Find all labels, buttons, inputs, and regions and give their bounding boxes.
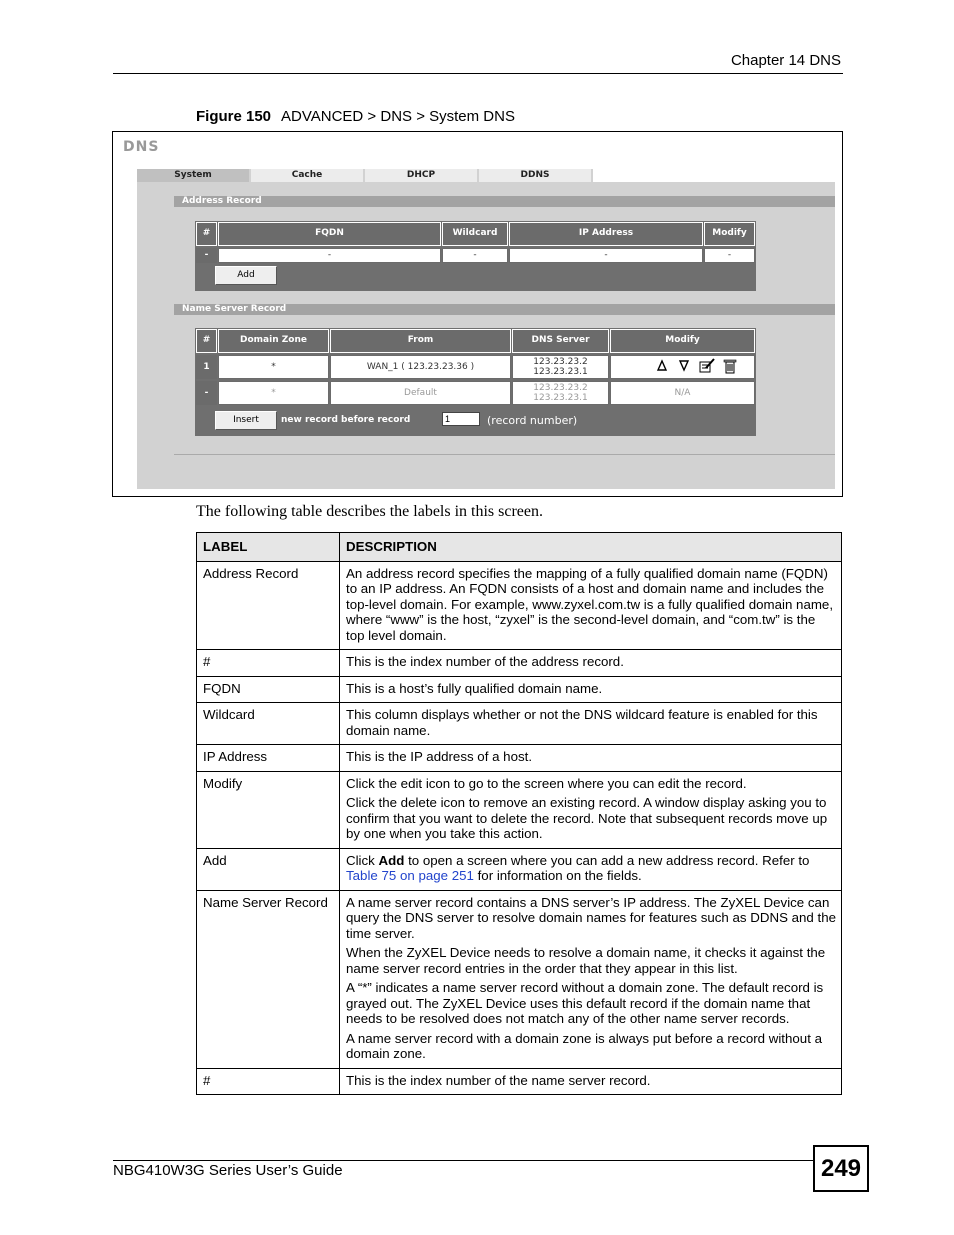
tab-dhcp[interactable]: DHCP xyxy=(365,169,477,182)
table-row xyxy=(197,561,842,650)
description-paragraph: This is the index number of the address record. xyxy=(346,654,624,669)
table-row xyxy=(197,1068,842,1095)
col-modify: Modify xyxy=(704,222,755,246)
figure-number: Figure 150 xyxy=(196,108,272,125)
ns-row1-index: 1 xyxy=(196,355,217,379)
row-description xyxy=(340,650,842,677)
tab-cache[interactable]: Cache xyxy=(251,169,363,182)
description-paragraph: A “*” indicates a name server record without a domain zone. The default record is grayed out. The ZyXEL Device uses this default record if the domain name that needs to be resolved does not match any of the other name server records. xyxy=(346,980,824,1026)
move-down-icon[interactable] xyxy=(680,361,688,370)
ns-row2-dns xyxy=(512,381,609,405)
description-paragraph: This is the IP address of a host. xyxy=(346,749,533,764)
table-row xyxy=(197,703,842,745)
address-record-heading: Address Record xyxy=(174,196,835,207)
table-row xyxy=(197,771,842,848)
row-label: Add xyxy=(197,848,340,890)
description-paragraph: This is the index number of the name server record. xyxy=(346,1072,651,1088)
label-description-table xyxy=(196,532,842,1095)
panel-separator xyxy=(174,454,835,455)
row-label: Modify xyxy=(197,771,340,848)
figure-caption xyxy=(196,108,515,125)
row-description xyxy=(340,848,842,890)
table-row xyxy=(197,890,842,1068)
ns-row2-zone: * xyxy=(218,381,329,405)
tab-bar-filler xyxy=(593,169,835,182)
table-row xyxy=(197,676,842,703)
ns-row2-index: - xyxy=(196,381,217,405)
delete-icon[interactable] xyxy=(724,360,736,373)
row-description xyxy=(340,771,842,848)
ns-row1-dns-secondary: 123.23.23.1 xyxy=(533,367,588,377)
insert-hint: (record number) xyxy=(487,414,578,427)
row-wildcard: - xyxy=(442,248,508,263)
insert-button[interactable]: Insert xyxy=(215,411,277,430)
edit-icon[interactable] xyxy=(700,359,714,372)
row-description xyxy=(340,561,842,650)
intro-text: The following table describes the labels in this screen. xyxy=(196,503,544,520)
insert-position-input[interactable] xyxy=(442,412,480,426)
row-description xyxy=(340,1068,842,1095)
ns-row2-modify: N/A xyxy=(610,381,755,405)
screen-title: DNS xyxy=(123,139,160,155)
ns-col-from: From xyxy=(330,329,511,353)
ns-row1-modify xyxy=(610,355,755,379)
header-label: LABEL xyxy=(197,533,340,562)
description-paragraph: This is a host’s fully qualified domain name. xyxy=(346,680,603,696)
col-ip-address: IP Address xyxy=(509,222,703,246)
row-label: # xyxy=(197,1068,340,1095)
insert-label: new record before record xyxy=(281,415,411,425)
ns-row1-dns-primary: 123.23.23.2 xyxy=(533,357,588,367)
ns-col-index: # xyxy=(196,329,217,353)
address-record-table xyxy=(195,221,756,291)
description-paragraph: This column displays whether or not the DNS wildcard feature is enabled for this domain name. xyxy=(346,707,818,738)
table-row xyxy=(197,745,842,772)
tab-system[interactable]: System xyxy=(137,169,249,182)
header-description: DESCRIPTION xyxy=(340,533,842,562)
row-label: FQDN xyxy=(197,676,340,703)
row-description xyxy=(340,676,842,703)
tab-bar xyxy=(137,169,593,182)
row-label: Address Record xyxy=(197,561,340,650)
desc-text: Click xyxy=(346,852,379,868)
ns-col-modify: Modify xyxy=(610,329,755,353)
guide-title: NBG410W3G Series User’s Guide xyxy=(113,1162,343,1179)
row-description xyxy=(340,745,842,772)
table-row xyxy=(197,650,842,677)
description-paragraph: A name server record contains a DNS server’s IP address. The ZyXEL Device can query the DNS server to resolve domain names for features such as DDNS and the time server. xyxy=(346,894,836,941)
ns-col-domain-zone: Domain Zone xyxy=(218,329,329,353)
desc-text: to open a screen where you can add a new address record. Refer to xyxy=(404,852,810,868)
description-paragraph: An address record specifies the mapping of a fully qualified domain name (FQDN) to an IP address. An FQDN consists of a host and domain name and includes the top-level domain. For example, www.zyxel.com.tw is a fully qualified domain name, where “www” is the host, “zyxel” is the second-level domain, and “com.tw” is the top level domain. xyxy=(346,565,834,643)
row-fqdn: - xyxy=(218,248,441,263)
ns-row1-modify-icons xyxy=(628,356,738,378)
ns-row1-dns xyxy=(512,355,609,379)
desc-bold: Add xyxy=(378,852,405,868)
table-header-row xyxy=(197,533,842,562)
description-paragraph: When the ZyXEL Device needs to resolve a domain name, it checks it against the name server record entries in the order that they appear in this list. xyxy=(346,945,826,976)
col-fqdn: FQDN xyxy=(218,222,441,246)
row-label: # xyxy=(197,650,340,677)
desc-text: for information on the fields. xyxy=(473,868,642,883)
ns-col-dns-server: DNS Server xyxy=(512,329,609,353)
name-server-table xyxy=(195,328,756,436)
row-label: IP Address xyxy=(197,745,340,772)
row-index: - xyxy=(196,248,217,263)
name-server-record-heading: Name Server Record xyxy=(174,304,835,315)
tab-ddns[interactable]: DDNS xyxy=(479,169,591,182)
header-rule xyxy=(113,73,843,74)
col-index: # xyxy=(196,222,217,246)
ns-row1-from: WAN_1 ( 123.23.23.36 ) xyxy=(330,355,511,379)
add-button[interactable]: Add xyxy=(215,266,277,285)
description-paragraph xyxy=(346,853,836,884)
footer-rule xyxy=(113,1160,813,1161)
row-description xyxy=(340,890,842,1068)
table-reference-link[interactable]: Table 75 on page 251 xyxy=(346,868,474,883)
row-label: Wildcard xyxy=(197,703,340,745)
dns-screenshot xyxy=(112,131,843,497)
description-paragraph: Click the delete icon to remove an existing record. A window display asking you to confirm that you want to delete the record. Note that subsequent records move up by one when you take this action. xyxy=(346,795,828,841)
table-row xyxy=(197,848,842,890)
move-up-icon[interactable] xyxy=(658,361,666,370)
row-description xyxy=(340,703,842,745)
ns-row2-dns-primary: 123.23.23.2 xyxy=(533,383,588,393)
description-paragraph: A name server record with a domain zone is always put before a record without a domain zone. xyxy=(346,1030,822,1061)
row-ip-address: - xyxy=(509,248,703,263)
col-wildcard: Wildcard xyxy=(442,222,508,246)
figure-title: ADVANCED > DNS > System DNS xyxy=(281,108,515,125)
ns-row2-from: Default xyxy=(330,381,511,405)
row-modify: - xyxy=(704,248,755,263)
ns-row1-zone: * xyxy=(218,355,329,379)
ns-row2-dns-secondary: 123.23.23.1 xyxy=(533,393,588,403)
chapter-header: Chapter 14 DNS xyxy=(730,52,841,69)
row-label: Name Server Record xyxy=(197,890,340,1068)
description-paragraph: Click the edit icon to go to the screen where you can edit the record. xyxy=(346,775,747,791)
page-number: 249 xyxy=(813,1145,869,1192)
